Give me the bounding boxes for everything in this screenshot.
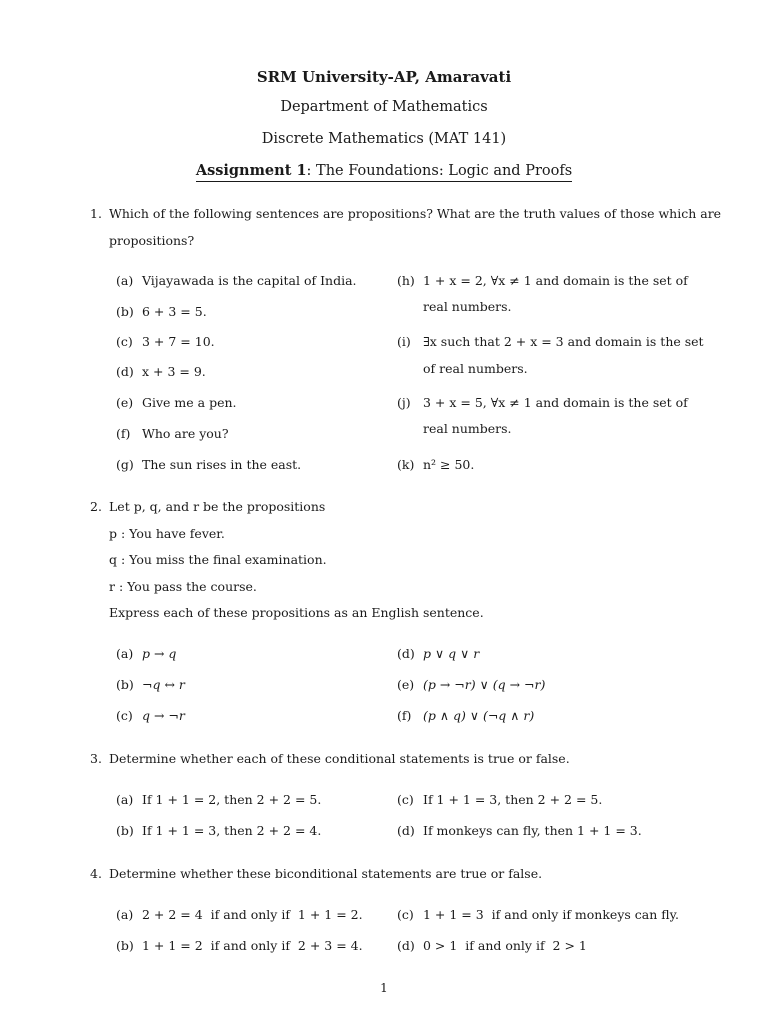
- q4-text: Determine whether these biconditional statements are true or false.: [109, 866, 543, 881]
- q4-number: 4.: [90, 866, 102, 881]
- item-label: (d): [397, 823, 415, 838]
- item-label: (b): [116, 823, 134, 838]
- page-number: 1: [380, 981, 388, 995]
- item-text: Vijayawada is the capital of India.: [142, 273, 357, 288]
- q1-item-h-cont: real numbers.: [423, 299, 512, 314]
- q2-prop-q: q : You miss the final examination.: [109, 552, 327, 567]
- q1-item-h: [397, 273, 688, 288]
- item-label: (a): [116, 646, 134, 661]
- q1-item-c: [116, 334, 215, 349]
- item-label: (k): [397, 457, 415, 472]
- q2-item-a: [116, 646, 176, 661]
- q2-item-d: [397, 646, 479, 661]
- university-title: SRM University-AP, Amaravati: [256, 68, 512, 86]
- q1-line1: Which of the following sentences are propositions? What are the truth values of those which are: [109, 206, 722, 221]
- item-text: 0 > 1 if and only if 2 > 1: [423, 938, 587, 953]
- item-label: (i): [397, 334, 411, 349]
- q3-item-b: [116, 823, 321, 838]
- q1-line2: propositions?: [109, 233, 195, 248]
- item-label: (d): [116, 364, 134, 379]
- q2-instruction: Express each of these propositions as an English sentence.: [109, 605, 484, 620]
- item-text: x + 3 = 9.: [142, 364, 206, 379]
- item-label: (g): [116, 457, 134, 472]
- item-label: (c): [116, 708, 133, 723]
- item-label: (c): [397, 792, 414, 807]
- assignment-number: Assignment 1: [195, 162, 307, 179]
- q2-item-f: [397, 708, 534, 723]
- item-label: (b): [116, 938, 134, 953]
- course-title: Discrete Mathematics (MAT 141): [261, 131, 507, 147]
- item-label: (b): [116, 677, 134, 692]
- item-label: (e): [397, 677, 415, 692]
- item-label: (e): [116, 395, 134, 410]
- item-text: q → ¬r: [142, 708, 185, 723]
- q1-item-j: [397, 395, 688, 410]
- item-text: (p → ¬r) ∨ (q → ¬r): [423, 677, 546, 692]
- item-text: If 1 + 1 = 3, then 2 + 2 = 5.: [423, 792, 603, 807]
- q1-item-g: [116, 457, 301, 472]
- q2-number: 2.: [90, 499, 102, 514]
- q1-item-j-cont: real numbers.: [423, 421, 512, 436]
- item-text: p ∨ q ∨ r: [423, 646, 480, 661]
- item-text: 1 + 1 = 3 if and only if monkeys can fly.: [423, 907, 679, 922]
- item-label: (f): [397, 708, 412, 723]
- q3-item-d: [397, 823, 642, 838]
- item-text: 1 + x = 2, ∀x ≠ 1 and domain is the set of: [423, 273, 688, 288]
- q2-item-b: [116, 677, 185, 692]
- q3-item-c: [397, 792, 602, 807]
- q1-item-b: [116, 304, 207, 319]
- q2-item-e: [397, 677, 545, 692]
- item-label: (a): [116, 792, 134, 807]
- q2-intro: Let p, q, and r be the propositions: [109, 499, 326, 514]
- q4-item-b: [116, 938, 363, 953]
- assignment-topic: : The Foundations: Logic and Proofs: [306, 163, 573, 179]
- item-text: 3 + 7 = 10.: [142, 334, 215, 349]
- q3-text: Determine whether each of these conditional statements is true or false.: [109, 751, 570, 766]
- item-label: (b): [116, 304, 134, 319]
- item-text: 3 + x = 5, ∀x ≠ 1 and domain is the set of: [423, 395, 688, 410]
- q4-item-a: [116, 907, 363, 922]
- item-text: ¬q ↔ r: [142, 677, 185, 692]
- item-label: (c): [397, 907, 414, 922]
- item-label: (c): [116, 334, 133, 349]
- item-text: 1 + 1 = 2 if and only if 2 + 3 = 4.: [142, 938, 363, 953]
- q1-item-a: [116, 273, 357, 288]
- item-text: n² ≥ 50.: [423, 457, 475, 472]
- item-label: (d): [397, 938, 415, 953]
- assignment-heading: [0, 162, 768, 182]
- department-title: Department of Mathematics: [280, 99, 488, 115]
- item-label: (a): [116, 907, 134, 922]
- item-text: If monkeys can fly, then 1 + 1 = 3.: [423, 823, 642, 838]
- q3-item-a: [116, 792, 321, 807]
- q4-item-c: [397, 907, 679, 922]
- item-text: (p ∧ q) ∨ (¬q ∧ r): [423, 708, 535, 723]
- q1-number: 1.: [90, 206, 102, 221]
- item-label: (a): [116, 273, 134, 288]
- q1-item-f: [116, 426, 229, 441]
- item-text: If 1 + 1 = 3, then 2 + 2 = 4.: [142, 823, 322, 838]
- item-label: (h): [397, 273, 415, 288]
- q1-item-d: [116, 364, 206, 379]
- item-label: (d): [397, 646, 415, 661]
- q1-item-k: [397, 457, 474, 472]
- item-text: The sun rises in the east.: [142, 457, 302, 472]
- q1-item-i-cont: of real numbers.: [423, 361, 528, 376]
- item-text: Who are you?: [142, 426, 229, 441]
- item-text: p → q: [142, 646, 177, 661]
- q1-item-e: [116, 395, 237, 410]
- item-text: 6 + 3 = 5.: [142, 304, 207, 319]
- item-text: If 1 + 1 = 2, then 2 + 2 = 5.: [142, 792, 322, 807]
- q2-item-c: [116, 708, 185, 723]
- item-label: (j): [397, 395, 411, 410]
- item-text: 2 + 2 = 4 if and only if 1 + 1 = 2.: [142, 907, 363, 922]
- q2-prop-p: p : You have fever.: [109, 526, 225, 541]
- item-text: ∃x such that 2 + x = 3 and domain is the set: [423, 334, 704, 349]
- q1-item-i: [397, 334, 704, 349]
- item-label: (f): [116, 426, 131, 441]
- q2-prop-r: r : You pass the course.: [109, 579, 257, 594]
- q4-item-d: [397, 938, 587, 953]
- item-text: Give me a pen.: [142, 395, 237, 410]
- q3-number: 3.: [90, 751, 102, 766]
